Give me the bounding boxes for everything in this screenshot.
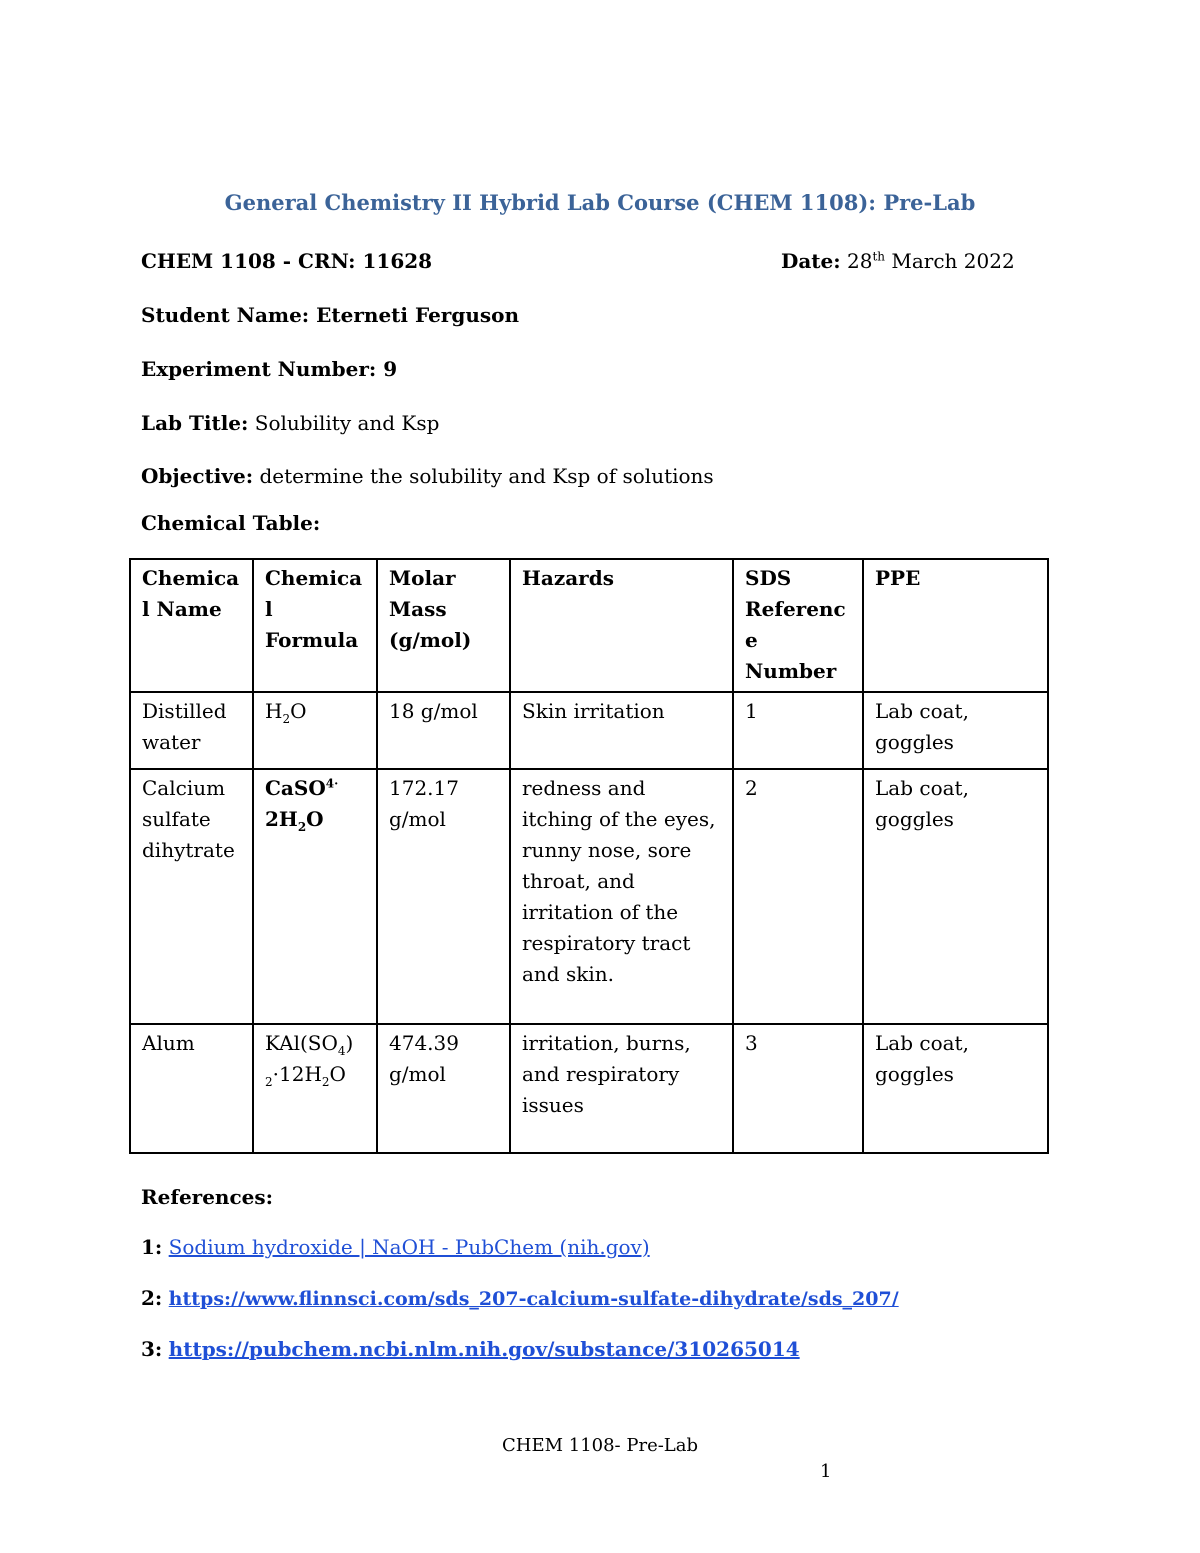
course-line: CHEM 1108 - CRN: 11628	[141, 249, 433, 273]
lab-title: Solubility and Ksp	[254, 411, 440, 435]
objective-text: determine the solubility and Ksp of solutions	[259, 464, 714, 488]
date-label: Date:	[781, 249, 841, 273]
reference-link[interactable]: Sodium hydroxide | NaOH - PubChem (nih.gov)	[168, 1235, 650, 1259]
cell-chemical-name: Distilled water	[130, 692, 253, 769]
header-sds-reference: SDS Reference Number	[733, 559, 863, 692]
date-day: 28	[847, 249, 873, 273]
cell-sds: 1	[733, 692, 863, 769]
student-line	[141, 301, 519, 329]
objective-label: Objective:	[141, 464, 254, 488]
chemical-table-label: Chemical Table:	[141, 511, 321, 535]
cell-hazards: redness and itching of the eyes, runny nose, sore throat, and irritation of the respiratory tract and skin.	[510, 769, 733, 1024]
header-hazards: Hazards	[510, 559, 733, 692]
cell-chemical-name: Calcium sulfate dihytrate	[130, 769, 253, 1024]
cell-hazards: Skin irritation	[510, 692, 733, 769]
reference-item-2	[141, 1284, 899, 1313]
reference-number: 1:	[141, 1235, 163, 1259]
reference-link[interactable]: https://www.flinnsci.com/sds_207-calcium-sulfate-dihydrate/sds_207/	[168, 1288, 899, 1310]
page-number: 1	[820, 1461, 832, 1482]
date-line	[781, 247, 1015, 275]
cell-chemical-formula: $H_2O$	[253, 692, 377, 769]
cell-molar-mass: 172.17 g/mol	[377, 769, 510, 1024]
header-molar-mass: Molar Mass (g/mol)	[377, 559, 510, 692]
header-ppe: PPE	[863, 559, 1048, 692]
student-name: Eterneti Ferguson	[316, 303, 519, 327]
cell-chemical-formula: CaSO$^{4\cdot}$ $2H_2O$	[253, 769, 377, 1024]
references-label: References:	[141, 1185, 274, 1209]
cell-sds: 3	[733, 1024, 863, 1153]
date-rest: March 2022	[891, 249, 1015, 273]
cell-sds: 2	[733, 769, 863, 1024]
table-header-row	[130, 559, 1048, 692]
lab-title-label: Lab Title:	[141, 411, 249, 435]
lab-title-line	[141, 409, 439, 437]
reference-item-3	[141, 1335, 800, 1363]
header-chemical-name: Chemical Name	[130, 559, 253, 692]
reference-number: 2:	[141, 1286, 163, 1310]
header-chemical-formula: Chemical Formula	[253, 559, 377, 692]
student-label: Student Name:	[141, 303, 310, 327]
cell-ppe: Lab coat, goggles	[863, 692, 1048, 769]
cell-molar-mass: 18 g/mol	[377, 692, 510, 769]
cell-hazards: irritation, burns, and respiratory issues	[510, 1024, 733, 1153]
objective-line	[141, 462, 714, 490]
reference-link[interactable]: https://pubchem.ncbi.nlm.nih.gov/substance/310265014	[168, 1337, 800, 1361]
experiment-number: 9	[383, 357, 398, 381]
experiment-line	[141, 355, 397, 383]
cell-chemical-formula: $KAl(SO_4)$ $_2\cdot 12H_2O$	[253, 1024, 377, 1153]
table-row	[130, 769, 1048, 1024]
table-row	[130, 1024, 1048, 1153]
cell-molar-mass: 474.39 g/mol	[377, 1024, 510, 1153]
cell-chemical-name: Alum	[130, 1024, 253, 1153]
reference-number: 3:	[141, 1337, 163, 1361]
document-title: General Chemistry II Hybrid Lab Course (CHEM 1108): Pre-Lab	[224, 190, 976, 215]
reference-item-1	[141, 1233, 650, 1261]
date-suffix: th	[872, 249, 886, 264]
cell-ppe: Lab coat, goggles	[863, 1024, 1048, 1153]
cell-ppe: Lab coat, goggles	[863, 769, 1048, 1024]
experiment-label: Experiment Number:	[141, 357, 377, 381]
chemical-table	[129, 558, 1049, 1154]
page-footer: CHEM 1108- Pre-Lab	[501, 1435, 699, 1456]
table-row	[130, 692, 1048, 769]
